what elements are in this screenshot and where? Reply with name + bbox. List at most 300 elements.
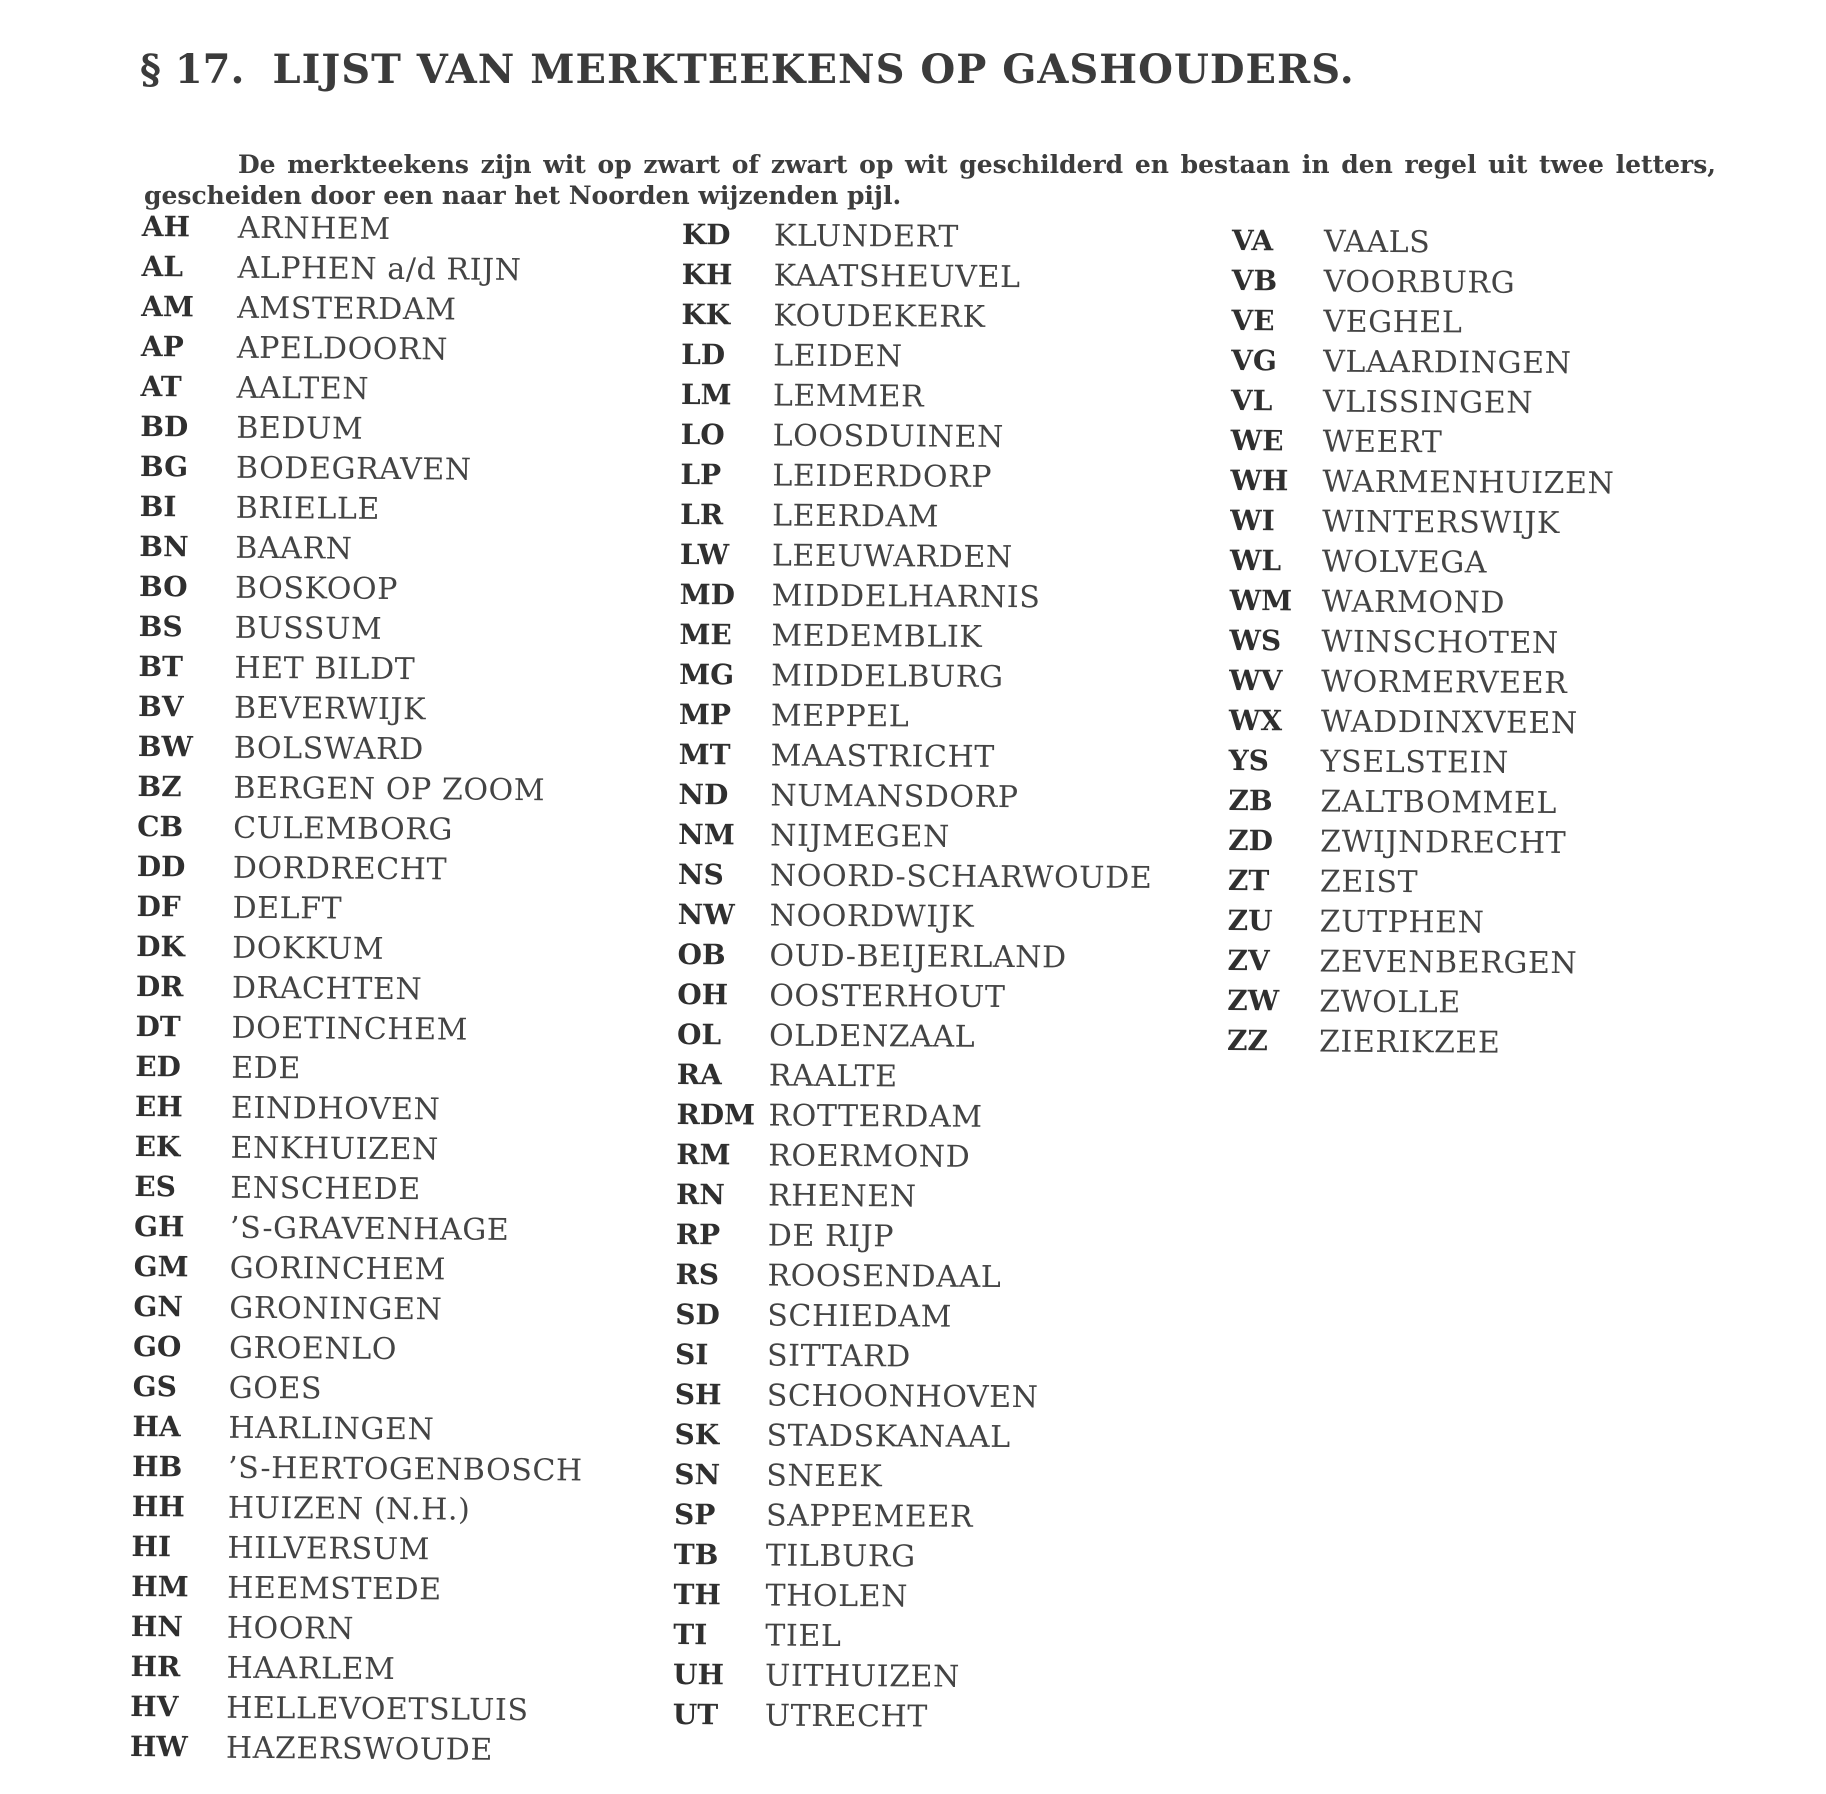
place-name: GRONINGEN	[229, 1290, 443, 1328]
place-name: VLAARDINGEN	[1323, 344, 1572, 382]
place-name: ENSCHEDE	[230, 1170, 421, 1208]
place-name: BOSKOOP	[234, 570, 399, 608]
mark-code: CB	[137, 809, 184, 844]
place-name: ROOSENDAAL	[767, 1258, 1002, 1295]
mark-code: KD	[681, 218, 731, 252]
mark-code: MG	[679, 657, 735, 692]
place-name: GORINCHEM	[229, 1250, 447, 1288]
mark-code: ZZ	[1226, 1023, 1269, 1058]
list-item	[675, 1338, 1150, 1381]
place-name: ZIERIKZEE	[1318, 1024, 1501, 1061]
place-name: NOORDWIJK	[769, 898, 975, 935]
mark-code: ME	[679, 617, 732, 652]
list-item	[130, 1730, 581, 1774]
intro-paragraph: De merkteekens zijn wit op zwart of zwart op wit geschilderd en bestaan in den regel uit twee letters, gescheiden door een naar het Noorden wijzenden pijl.	[144, 150, 1716, 210]
list-item	[134, 1250, 585, 1294]
place-name: KAATSHEUVEL	[773, 258, 1021, 296]
list-item	[675, 1258, 1150, 1301]
place-name: ZWOLLE	[1319, 984, 1461, 1021]
list-item	[136, 970, 587, 1014]
place-name: SCHIEDAM	[767, 1298, 953, 1335]
mark-code: AH	[141, 210, 191, 244]
mark-code: HV	[130, 1689, 179, 1724]
mark-code: VE	[1231, 303, 1275, 338]
list-item	[681, 298, 1156, 341]
list-item	[130, 1650, 581, 1694]
place-name: MEPPEL	[770, 698, 910, 735]
place-name: LEERDAM	[772, 498, 940, 535]
mark-code: WM	[1229, 583, 1293, 618]
place-name: VOORBURG	[1323, 264, 1516, 301]
list-item	[680, 498, 1155, 541]
place-name: OLDENZAAL	[768, 1018, 976, 1055]
place-name: KLUNDERT	[773, 218, 960, 255]
list-item	[682, 258, 1157, 301]
mark-code: MT	[678, 737, 731, 772]
list-item	[132, 1490, 583, 1534]
list-item	[675, 1298, 1150, 1341]
mark-code: SI	[674, 1337, 709, 1372]
place-name: WADDINXVEEN	[1320, 704, 1578, 742]
mark-code: RS	[675, 1257, 720, 1292]
list-item	[137, 770, 588, 814]
mark-code: BD	[140, 409, 189, 444]
mark-code: HW	[129, 1729, 188, 1764]
place-name: GOES	[228, 1370, 323, 1407]
mark-code: VG	[1231, 343, 1277, 378]
mark-code: WH	[1230, 463, 1289, 498]
place-name: SITTARD	[766, 1338, 911, 1375]
place-name: VLISSINGEN	[1322, 384, 1534, 421]
marks-column-3	[1227, 224, 1616, 1066]
list-item	[140, 370, 591, 414]
list-item	[137, 850, 588, 894]
list-item	[1229, 704, 1613, 746]
place-name: ENKHUIZEN	[230, 1130, 440, 1168]
mark-code: BV	[137, 689, 184, 724]
list-item	[678, 858, 1153, 901]
place-name: EDE	[231, 1050, 302, 1087]
place-name: UITHUIZEN	[764, 1658, 961, 1695]
list-item	[676, 1218, 1151, 1261]
list-item	[133, 1370, 584, 1414]
list-item	[139, 610, 590, 654]
place-name: BEVERWIJK	[233, 690, 427, 728]
place-name: HUIZEN (N.H.)	[227, 1490, 471, 1528]
place-name: ARNHEM	[237, 210, 391, 247]
place-name: HET BILDT	[234, 650, 416, 688]
list-item	[679, 618, 1154, 661]
place-name: BERGEN OP ZOOM	[233, 770, 546, 809]
mark-code: LD	[681, 337, 726, 372]
list-item	[1230, 464, 1614, 506]
mark-code: VA	[1231, 224, 1274, 258]
place-name: WOLVEGA	[1321, 544, 1488, 581]
place-name: OOSTERHOUT	[769, 978, 1006, 1015]
list-item	[1228, 864, 1612, 906]
page-heading	[140, 46, 1355, 93]
mark-code: DR	[135, 969, 184, 1004]
place-name: SNEEK	[766, 1458, 883, 1495]
place-name: WINSCHOTEN	[1321, 624, 1559, 662]
list-item	[1227, 1024, 1611, 1066]
list-item	[134, 1130, 585, 1174]
mark-code: ZD	[1228, 823, 1274, 858]
list-item	[678, 778, 1153, 821]
list-item	[673, 1698, 1148, 1741]
place-name: ZWIJNDRECHT	[1320, 824, 1567, 862]
mark-code: BG	[139, 449, 189, 484]
list-item	[1231, 424, 1615, 466]
list-item	[131, 1610, 582, 1654]
mark-code: GM	[133, 1249, 189, 1284]
mark-code: KH	[681, 257, 733, 292]
mark-code: OL	[676, 1017, 722, 1052]
mark-code: RDM	[676, 1097, 756, 1132]
place-name: ZALTBOMMEL	[1320, 784, 1558, 821]
list-item	[678, 818, 1153, 861]
place-name: UTRECHT	[764, 1698, 929, 1735]
place-name: MIDDELHARNIS	[771, 578, 1041, 616]
place-name: KOUDEKERK	[773, 298, 986, 335]
mark-code: HB	[132, 1449, 183, 1484]
list-item	[676, 1178, 1151, 1221]
mark-code: AL	[141, 249, 184, 284]
mark-code: GS	[132, 1369, 178, 1404]
place-name: SCHOONHOVEN	[766, 1378, 1039, 1416]
place-name: MEDEMBLIK	[771, 618, 983, 655]
mark-code: DD	[136, 849, 186, 884]
mark-code: NW	[677, 897, 735, 932]
mark-code: WI	[1230, 503, 1275, 538]
list-item	[1230, 584, 1614, 626]
place-name: ALPHEN a/d RIJN	[237, 250, 522, 288]
mark-code: ND	[678, 777, 729, 812]
list-item	[138, 650, 589, 694]
mark-code: RP	[675, 1217, 721, 1252]
list-item	[677, 938, 1152, 981]
mark-code: LO	[680, 417, 725, 452]
list-item	[674, 1418, 1149, 1461]
list-item	[134, 1170, 585, 1214]
list-item	[681, 378, 1156, 421]
place-name: LEIDEN	[773, 338, 903, 375]
list-item	[136, 930, 587, 974]
place-name: HAARLEM	[226, 1650, 396, 1688]
mark-code: TB	[673, 1537, 719, 1572]
list-item	[133, 1330, 584, 1374]
list-item	[679, 658, 1154, 701]
list-item	[674, 1498, 1149, 1541]
list-item	[680, 578, 1155, 621]
mark-code: AM	[141, 289, 195, 324]
mark-code: UT	[672, 1697, 719, 1732]
mark-code: KK	[681, 297, 731, 332]
mark-code: MP	[678, 697, 732, 732]
place-name: HARLINGEN	[228, 1410, 435, 1448]
mark-code: BN	[139, 529, 189, 564]
place-name: BODEGRAVEN	[235, 450, 472, 488]
mark-code: ES	[134, 1169, 177, 1204]
list-item	[678, 898, 1153, 941]
place-name: HILVERSUM	[227, 1530, 431, 1568]
list-item	[141, 250, 592, 294]
mark-code: BT	[138, 649, 184, 684]
mark-code: TI	[673, 1617, 708, 1652]
list-item	[1228, 904, 1612, 946]
place-name: OUD-BEIJERLAND	[769, 938, 1067, 976]
place-name: ZUTPHEN	[1319, 904, 1485, 941]
list-item	[674, 1538, 1149, 1581]
place-name: AALTEN	[236, 370, 370, 407]
place-name: WARMENHUIZEN	[1322, 464, 1615, 502]
mark-code: HR	[130, 1649, 181, 1684]
mark-code: WL	[1229, 543, 1282, 578]
place-name: VEGHEL	[1323, 304, 1463, 341]
place-name: NUMANSDORP	[770, 778, 1019, 816]
place-name: NOORD-SCHARWOUDE	[769, 858, 1153, 896]
place-name: ’S-GRAVENHAGE	[229, 1210, 510, 1248]
mark-code: TH	[673, 1577, 721, 1612]
list-item	[135, 1090, 586, 1134]
list-item	[677, 1058, 1152, 1101]
mark-code: WX	[1228, 703, 1283, 738]
place-name: HEEMSTEDE	[227, 1570, 442, 1608]
list-item	[1230, 544, 1614, 586]
place-name: DOKKUM	[232, 930, 385, 967]
place-name: BEDUM	[236, 410, 364, 447]
mark-code: EK	[134, 1129, 181, 1164]
place-name: EINDHOVEN	[230, 1090, 441, 1128]
place-name: TILBURG	[765, 1538, 916, 1575]
list-item	[673, 1578, 1148, 1621]
place-name: BRIELLE	[235, 490, 381, 527]
marks-column-2	[673, 218, 1157, 1741]
mark-code: HI	[131, 1529, 172, 1564]
mark-code: DT	[135, 1009, 181, 1044]
mark-code: VL	[1230, 383, 1273, 418]
list-item	[131, 1570, 582, 1614]
list-item	[1231, 384, 1615, 426]
mark-code: WE	[1230, 423, 1284, 458]
mark-code: ZW	[1227, 983, 1280, 1018]
place-name: ROTTERDAM	[768, 1098, 983, 1135]
place-name: DELFT	[232, 890, 343, 927]
list-item	[676, 1138, 1151, 1181]
mark-code: RN	[675, 1177, 726, 1212]
place-name: WEERT	[1322, 424, 1443, 461]
mark-code: AT	[140, 369, 182, 404]
list-item	[135, 1010, 586, 1054]
list-item	[680, 458, 1155, 501]
list-item	[675, 1378, 1150, 1421]
marks-column-1	[130, 210, 593, 1773]
list-item	[677, 978, 1152, 1021]
place-name: TIEL	[765, 1618, 842, 1654]
list-item	[1229, 664, 1613, 706]
heading-title: LIJST VAN MERKTEEKENS OP GASHOUDERS.	[272, 46, 1355, 93]
mark-code: EH	[134, 1089, 183, 1124]
list-item	[1227, 984, 1611, 1026]
place-name: DRACHTEN	[231, 970, 423, 1008]
place-name: HELLEVOETSLUIS	[226, 1690, 529, 1729]
list-item	[141, 330, 592, 374]
place-name: DE RIJP	[767, 1218, 895, 1255]
mark-code: LM	[680, 377, 732, 412]
mark-code: RA	[676, 1057, 722, 1092]
place-name: BOLSWARD	[233, 730, 425, 768]
mark-code: NM	[678, 817, 735, 852]
mark-code: SH	[674, 1377, 722, 1412]
mark-code: ZV	[1227, 943, 1270, 978]
list-item	[141, 290, 592, 334]
list-item	[130, 1690, 581, 1734]
place-name: LOOSDUINEN	[772, 418, 1005, 455]
place-name: BAARN	[235, 530, 353, 567]
mark-code: ZT	[1227, 863, 1270, 898]
list-item	[1231, 304, 1615, 346]
mark-code: ZB	[1228, 783, 1273, 818]
place-name: NIJMEGEN	[770, 818, 951, 855]
mark-code: BZ	[137, 769, 182, 804]
list-item	[677, 1018, 1152, 1061]
mark-code: BW	[137, 729, 194, 764]
mark-code: SK	[674, 1417, 720, 1452]
place-name: RHENEN	[767, 1178, 917, 1215]
list-item	[133, 1290, 584, 1334]
place-name: WARMOND	[1321, 584, 1506, 621]
list-item	[132, 1450, 583, 1494]
list-item	[139, 570, 590, 614]
mark-code: LR	[680, 497, 724, 532]
list-item	[132, 1410, 583, 1454]
mark-code: MD	[679, 577, 736, 612]
place-name: LEMMER	[772, 378, 925, 415]
place-name: ZEVENBERGEN	[1319, 944, 1578, 982]
section-number: § 17.	[140, 46, 245, 93]
list-item	[135, 1050, 586, 1094]
list-item	[679, 738, 1154, 781]
list-item	[1229, 744, 1613, 786]
list-item	[682, 218, 1157, 261]
mark-code: WS	[1229, 623, 1282, 658]
mark-code: SP	[673, 1497, 716, 1532]
mark-code: VB	[1231, 263, 1278, 298]
mark-code: YS	[1228, 743, 1270, 778]
list-item	[140, 450, 591, 494]
mark-code: GO	[132, 1329, 182, 1364]
mark-code: SD	[675, 1297, 720, 1332]
mark-code: LP	[680, 457, 722, 492]
list-item	[1227, 944, 1611, 986]
mark-code: HM	[131, 1569, 189, 1604]
place-name: CULEMBORG	[233, 810, 454, 848]
mark-code: OH	[677, 977, 729, 1012]
place-name: THOLEN	[765, 1578, 909, 1615]
mark-code: LW	[679, 537, 730, 572]
place-name: LEIDERDORP	[772, 458, 993, 495]
list-item	[680, 538, 1155, 581]
place-name: AMSTERDAM	[237, 290, 457, 328]
mark-code: AP	[140, 329, 184, 364]
list-item	[1231, 344, 1615, 386]
list-item	[139, 530, 590, 574]
list-item	[140, 410, 591, 454]
mark-code: SN	[674, 1457, 721, 1492]
list-item	[1232, 264, 1616, 306]
mark-code: ZU	[1227, 903, 1273, 938]
place-name: WORMERVEER	[1321, 664, 1568, 702]
mark-code: BS	[138, 609, 183, 644]
place-name: WINTERSWIJK	[1322, 504, 1561, 542]
place-name: BUSSUM	[234, 610, 383, 647]
place-name: MAASTRICHT	[770, 738, 996, 775]
place-name: HAZERSWOUDE	[225, 1730, 494, 1768]
list-item	[679, 698, 1154, 741]
mark-code: BO	[138, 569, 188, 604]
list-item	[681, 338, 1156, 381]
list-item	[142, 210, 593, 254]
place-name: GROENLO	[228, 1330, 398, 1368]
place-name: LEEUWARDEN	[771, 538, 1013, 576]
place-name: MIDDELBURG	[771, 658, 1004, 695]
mark-code: HA	[132, 1409, 181, 1444]
list-item	[676, 1098, 1151, 1141]
place-name: RAALTE	[768, 1058, 898, 1095]
place-name: SAPPEMEER	[765, 1498, 974, 1535]
place-name: HOORN	[226, 1610, 355, 1647]
list-item	[137, 810, 588, 854]
place-name: DOETINCHEM	[231, 1010, 469, 1048]
list-item	[1228, 824, 1612, 866]
list-item	[1228, 784, 1612, 826]
place-name: ZEIST	[1319, 864, 1419, 901]
mark-code: DF	[136, 889, 181, 924]
list-item	[673, 1618, 1148, 1661]
place-name: ROERMOND	[768, 1138, 971, 1175]
mark-code: ED	[135, 1049, 182, 1084]
list-item	[139, 490, 590, 534]
mark-code: UH	[673, 1657, 725, 1692]
mark-code: RM	[676, 1137, 731, 1172]
list-item	[681, 418, 1156, 461]
list-item	[1232, 224, 1616, 266]
list-item	[131, 1530, 582, 1574]
place-name: DORDRECHT	[232, 850, 448, 888]
place-name: APELDOORN	[236, 330, 449, 368]
mark-code: HH	[131, 1489, 185, 1524]
list-item	[138, 730, 589, 774]
list-item	[673, 1658, 1148, 1701]
list-item	[674, 1458, 1149, 1501]
mark-code: HN	[130, 1609, 184, 1644]
mark-code: DK	[136, 929, 185, 964]
list-item	[134, 1210, 585, 1254]
list-item	[136, 890, 587, 934]
mark-code: NS	[677, 857, 724, 892]
mark-code: BI	[139, 489, 177, 524]
place-name: YSELSTEIN	[1320, 744, 1509, 781]
list-item	[1229, 624, 1613, 666]
list-item	[1230, 504, 1614, 546]
mark-code: GH	[133, 1209, 185, 1244]
mark-code: GN	[133, 1289, 184, 1324]
mark-code: WV	[1229, 663, 1283, 698]
mark-code: OB	[677, 937, 726, 972]
place-name: VAALS	[1323, 224, 1431, 261]
place-name: ’S-HERTOGENBOSCH	[227, 1450, 583, 1489]
place-name: STADSKANAAL	[766, 1418, 1011, 1456]
